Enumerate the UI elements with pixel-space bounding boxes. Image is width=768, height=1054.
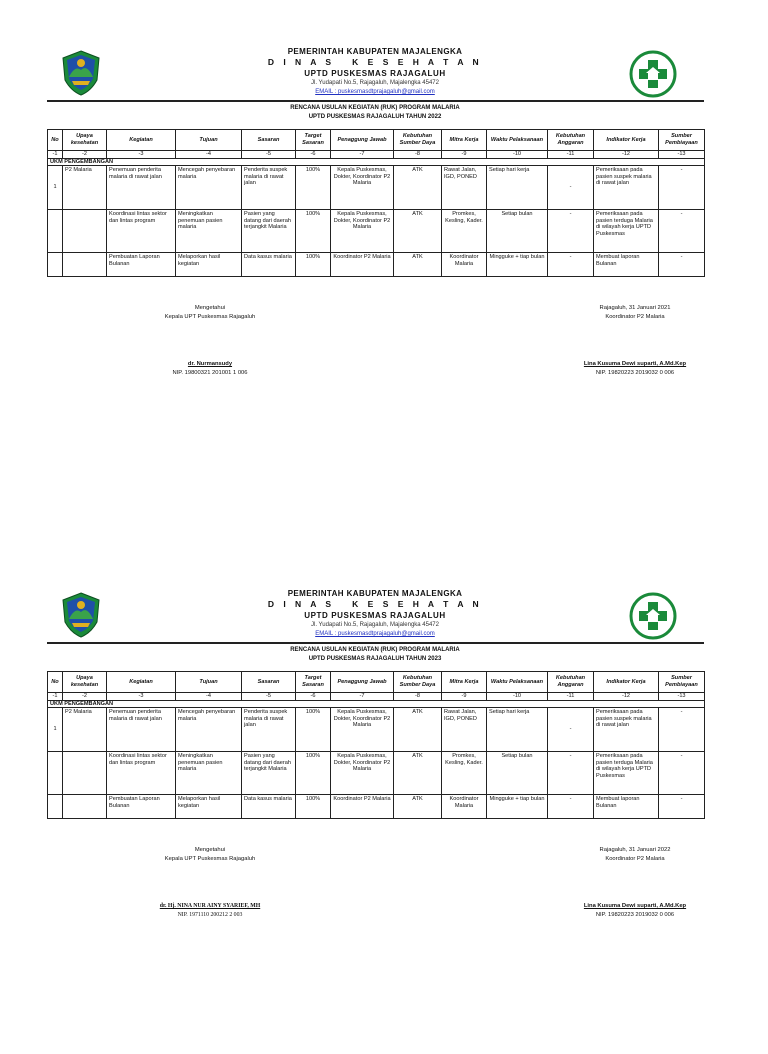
cell-target: 100% [296,708,331,752]
letterhead [230,588,520,639]
majalengka-regency-logo [61,592,101,638]
column-number: -13 [659,693,705,701]
col-header: Indikator Kerja [594,130,659,151]
cell-target: 100% [296,166,331,210]
letterhead-email[interactable]: EMAIL : puskesmasdtprajagaluh@gmail.com [315,631,435,637]
cell-sumber-daya: ATK [394,253,442,277]
title-line-2: UPTD PUSKESMAS RAJAGALUH TAHUN 2023 [308,656,442,662]
column-number: -11 [548,693,594,701]
letterhead-address: Jl. Yudapati No.5, Rajagaluh, Majalengka 45472 [311,80,439,86]
table-row [48,210,705,253]
section-row [48,158,705,166]
column-number-row [48,693,705,701]
cell-indikator: Pemeriksaan pada pasien terduga Malaria di wilayah kerja UPTD Puskesmas [594,210,659,253]
cell-waktu: Setiap bulan [487,752,548,795]
col-header: Kebutuhan Sumber Daya [394,672,442,693]
cell-sumber-daya: ATK [394,752,442,795]
table-row [48,708,705,752]
col-header: Target Sasaran [296,672,331,693]
cell-sasaran: Penderita suspek malaria di rawat jalan [242,166,296,210]
cell-no [48,795,63,819]
column-number: -7 [331,693,394,701]
cell-upaya: P2 Malaria [63,166,107,210]
col-header: Kebutuhan Anggaran [548,672,594,693]
title-line-1: RENCANA USULAN KEGIATAN (RUK) PROGRAM MALARIA [290,647,460,653]
letterhead-divider [47,642,704,644]
col-header: Upaya kesehatan [63,672,107,693]
document-title [200,104,550,122]
cell-pembiayaan: - [659,210,705,253]
cell-tujuan: Meningkatkan penemuan pasien malaria [176,752,242,795]
cell-mitra: Rawat Jalan, IGD, PONED [442,166,487,210]
col-header: Sasaran [242,672,296,693]
signature-right [540,846,730,920]
column-number: -6 [296,693,331,701]
cell-sasaran: Pasien yang datang dari daerah terjangkit Malaria [242,752,296,795]
column-number: -2 [63,693,107,701]
cell-anggaran: - [548,166,594,210]
cell-upaya: P2 Malaria [63,708,107,752]
signer-name: Lina Kusuma Dewi suparti, A.Md.Kep [583,361,687,367]
sign-position: Kepala UPT Puskesmas Rajagaluh [164,314,256,320]
column-number: -5 [242,151,296,159]
table-row [48,253,705,277]
cell-sasaran: Data kasus malaria [242,795,296,819]
letterhead [230,46,520,97]
cell-mitra: Koordinator Malaria [442,795,487,819]
cell-anggaran: - [548,752,594,795]
puskesmas-logo [629,50,677,98]
cell-anggaran: - [548,795,594,819]
cell-sumber-daya: ATK [394,166,442,210]
letterhead-email[interactable]: EMAIL : puskesmasdtprajagaluh@gmail.com [315,89,435,95]
cell-anggaran: - [548,253,594,277]
cell-penanggung-jawab: Kepala Puskesmas, Dokter, Koordinator P2 Malaria [331,752,394,795]
column-number: -10 [487,693,548,701]
cell-sasaran: Penderita suspek malaria di rawat jalan [242,708,296,752]
cell-sasaran: Data kasus malaria [242,253,296,277]
col-header: No [48,672,63,693]
cell-penanggung-jawab: Kepala Puskesmas, Dokter, Koordinator P2 Malaria [331,210,394,253]
cell-mitra: Promkes, Kesling, Kader. [442,752,487,795]
cell-penanggung-jawab: Kepala Puskesmas, Dokter, Koordinator P2 Malaria [331,166,394,210]
cell-waktu: Setiap hari kerja [487,708,548,752]
col-header: Indikator Kerja [594,672,659,693]
col-header: Sumber Pembiayaan [659,130,705,151]
table-row [48,166,705,210]
letterhead-unit: UPTD PUSKESMAS RAJAGALUH [304,69,446,78]
cell-kegiatan: Penemuan penderita malaria di rawat jalan [107,708,176,752]
section-label: UKM PENGEMBANGAN [48,158,705,166]
cell-anggaran: - [548,210,594,253]
ruk-document-2022 [0,0,768,512]
col-header: Waktu Pelaksanaan [487,130,548,151]
cell-mitra: Promkes, Kesling, Kader. [442,210,487,253]
sign-position: Koordinator P2 Malaria [605,314,665,320]
col-header: Mitra Kerja [442,130,487,151]
cell-pembiayaan: - [659,795,705,819]
letterhead-unit: UPTD PUSKESMAS RAJAGALUH [304,611,446,620]
cell-sasaran: Pasien yang datang dari daerah terjangkit Malaria [242,210,296,253]
column-number: -7 [331,151,394,159]
signature-left [130,304,290,378]
cell-target: 100% [296,253,331,277]
title-line-2: UPTD PUSKESMAS RAJAGALUH TAHUN 2022 [308,114,442,120]
col-header: Mitra Kerja [442,672,487,693]
column-number: -9 [442,693,487,701]
signature-right [540,304,730,378]
col-header: Tujuan [176,130,242,151]
cell-penanggung-jawab: Koordinator P2 Malaria [331,795,394,819]
cell-tujuan: Mencegah penyebaran malaria [176,166,242,210]
column-number: -3 [107,693,176,701]
col-header: Target Sasaran [296,130,331,151]
sign-label: Mengetahui [194,305,226,311]
cell-upaya [63,210,107,253]
signer-name: dr. Hj. NINA NUR AINY SYARIEF, MH [159,903,261,909]
col-header: Upaya kesehatan [63,130,107,151]
letterhead-department: D I N A S K E S E H A T A N [267,599,483,609]
col-header: Sasaran [242,130,296,151]
col-header: Kebutuhan Anggaran [548,130,594,151]
letterhead-department: D I N A S K E S E H A T A N [267,57,483,67]
signer-name: dr. Nurmansudy [187,361,233,367]
column-number: -11 [548,151,594,159]
signature-left [130,846,290,920]
table-row [48,752,705,795]
cell-sumber-daya: ATK [394,210,442,253]
cell-indikator: Pemeriksaan pada pasien suspek malaria di rawat jalan [594,166,659,210]
cell-kegiatan: Pembuatan Laporan Bulanan [107,795,176,819]
cell-upaya [63,752,107,795]
table-header-row [48,672,705,693]
cell-mitra: Rawat Jalan, IGD, PONED [442,708,487,752]
signer-nip: NIP. 1971110 200212 2 003 [177,912,243,918]
cell-no [48,752,63,795]
cell-kegiatan: Pembuatan Laporan Bulanan [107,253,176,277]
col-header: Sumber Pembiayaan [659,672,705,693]
cell-waktu: Setiap bulan [487,210,548,253]
cell-kegiatan: Penemuan penderita malaria di rawat jalan [107,166,176,210]
column-number: -8 [394,151,442,159]
cell-sumber-daya: ATK [394,795,442,819]
ruk-document-2023 [0,542,768,1054]
letterhead-government: PEMERINTAH KABUPATEN MAJALENGKA [287,47,463,56]
column-number: -6 [296,151,331,159]
sign-date: Rajagaluh, 31 Januari 2022 [599,847,671,853]
majalengka-regency-logo [61,50,101,96]
column-number: -12 [594,151,659,159]
letterhead-address: Jl. Yudapati No.5, Rajagaluh, Majalengka 45472 [311,622,439,628]
section-label: UKM PENGEMBANGAN [48,700,705,708]
column-number: -3 [107,151,176,159]
cell-tujuan: Mencegah penyebaran malaria [176,708,242,752]
title-line-1: RENCANA USULAN KEGIATAN (RUK) PROGRAM MALARIA [290,105,460,111]
cell-penanggung-jawab: Koordinator P2 Malaria [331,253,394,277]
cell-kegiatan: Koordinasi lintas sektor dan lintas program [107,210,176,253]
cell-waktu: Setiap hari kerja [487,166,548,210]
cell-penanggung-jawab: Kepala Puskesmas, Dokter, Koordinator P2 Malaria [331,708,394,752]
cell-pembiayaan: - [659,253,705,277]
sign-label: Mengetahui [194,847,226,853]
cell-pembiayaan: - [659,166,705,210]
signer-nip: NIP. 19820223 2019032 0 006 [595,370,675,376]
column-number: -9 [442,151,487,159]
col-header: No [48,130,63,151]
table-header-row [48,130,705,151]
ruk-table [47,129,705,277]
cell-no: 1 [48,166,63,210]
column-number-row [48,151,705,159]
cell-mitra: Koordinator Malaria [442,253,487,277]
column-number: -1 [48,151,63,159]
col-header: Tujuan [176,672,242,693]
puskesmas-logo [629,592,677,640]
column-number: -4 [176,151,242,159]
cell-target: 100% [296,795,331,819]
ruk-table [47,671,705,819]
col-header: Kebutuhan Sumber Daya [394,130,442,151]
cell-waktu: Mingguke + tiap bulan [487,795,548,819]
table-row [48,795,705,819]
cell-upaya [63,253,107,277]
cell-anggaran: - [548,708,594,752]
cell-target: 100% [296,752,331,795]
signer-nip: NIP. 19820223 2019032 0 006 [595,912,675,918]
column-number: -1 [48,693,63,701]
cell-upaya [63,795,107,819]
letterhead-government: PEMERINTAH KABUPATEN MAJALENGKA [287,589,463,598]
column-number: -13 [659,151,705,159]
col-header: Waktu Pelaksanaan [487,672,548,693]
column-number: -5 [242,693,296,701]
cell-indikator: Membuat laporan Bulanan [594,795,659,819]
cell-tujuan: Meningkatkan penemuan pasien malaria [176,210,242,253]
letterhead-divider [47,100,704,102]
cell-pembiayaan: - [659,752,705,795]
column-number: -2 [63,151,107,159]
column-number: -12 [594,693,659,701]
cell-pembiayaan: - [659,708,705,752]
cell-indikator: Pemeriksaan pada pasien suspek malaria di rawat jalan [594,708,659,752]
document-title [200,646,550,664]
cell-waktu: Mingguke + tiap bulan [487,253,548,277]
col-header: Kegiatan [107,130,176,151]
cell-target: 100% [296,210,331,253]
sign-date: Rajagaluh, 31 Januari 2021 [599,305,671,311]
cell-no: 1 [48,708,63,752]
cell-tujuan: Melaporkan hasil kegiatan [176,795,242,819]
column-number: -10 [487,151,548,159]
cell-tujuan: Melaporkan hasil kegiatan [176,253,242,277]
section-row [48,700,705,708]
cell-kegiatan: Koordinasi lintas sektor dan lintas program [107,752,176,795]
col-header: Penaggung Jawab [331,130,394,151]
cell-indikator: Membuat laporan Bulanan [594,253,659,277]
signer-name: Lina Kusuma Dewi suparti, A.Md.Kep [583,903,687,909]
column-number: -4 [176,693,242,701]
cell-indikator: Pemeriksaan pada pasien terduga Malaria di wilayah kerja UPTD Puskesmas [594,752,659,795]
signer-nip: NIP. 19800321 201001 1 006 [172,370,248,376]
col-header: Kegiatan [107,672,176,693]
cell-sumber-daya: ATK [394,708,442,752]
column-number: -8 [394,693,442,701]
cell-no [48,253,63,277]
sign-position: Koordinator P2 Malaria [605,856,665,862]
sign-position: Kepala UPT Puskesmas Rajagaluh [164,856,256,862]
col-header: Penaggung Jawab [331,672,394,693]
cell-no [48,210,63,253]
